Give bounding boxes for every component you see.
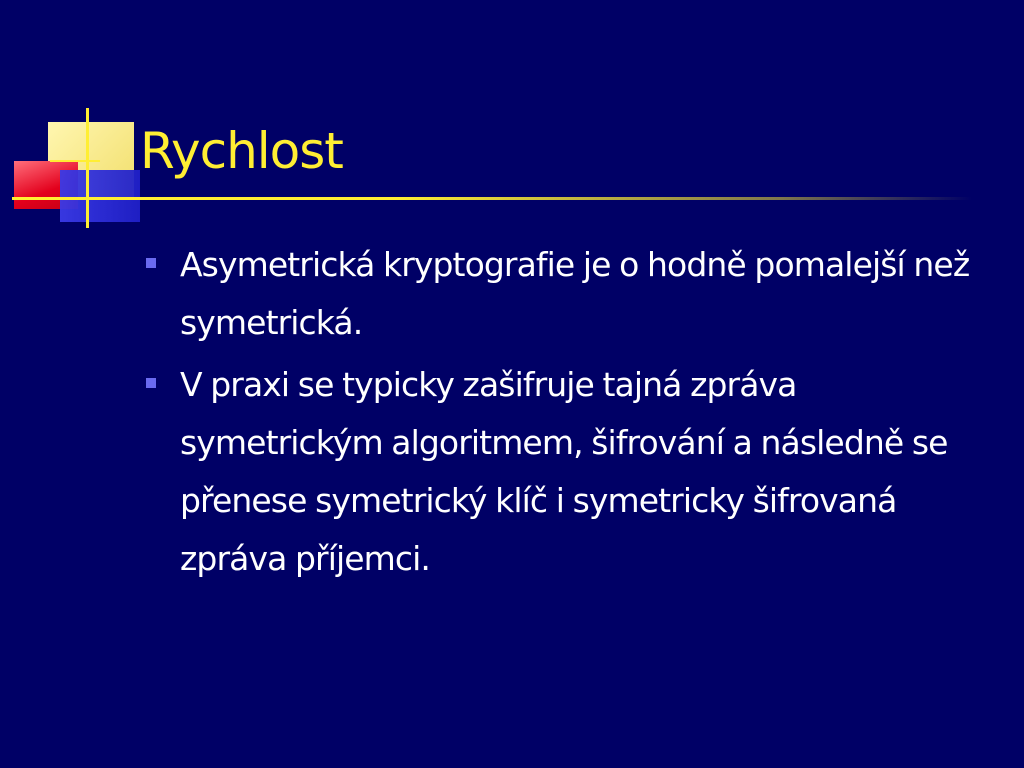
bullet-text: Asymetrická kryptografie je o hodně pomalejší než symetrická. xyxy=(180,245,970,342)
decorative-short-line xyxy=(50,160,100,162)
square-bullet-icon xyxy=(146,258,156,268)
decorative-vertical-line xyxy=(86,108,89,228)
bullet-text: V praxi se typicky zašifruje tajná zpráva symetrickým algoritmem, šifrování a následně se přenese symetrický klíč i symetricky šifrovaná zpráva příjemci. xyxy=(180,365,948,578)
bullet-item xyxy=(146,356,986,588)
bullet-item xyxy=(146,236,986,352)
bullet-list xyxy=(146,236,986,592)
decorative-blue-square xyxy=(60,170,140,222)
title-underline xyxy=(12,197,972,200)
slide-title: Rychlost xyxy=(140,122,343,180)
square-bullet-icon xyxy=(146,378,156,388)
